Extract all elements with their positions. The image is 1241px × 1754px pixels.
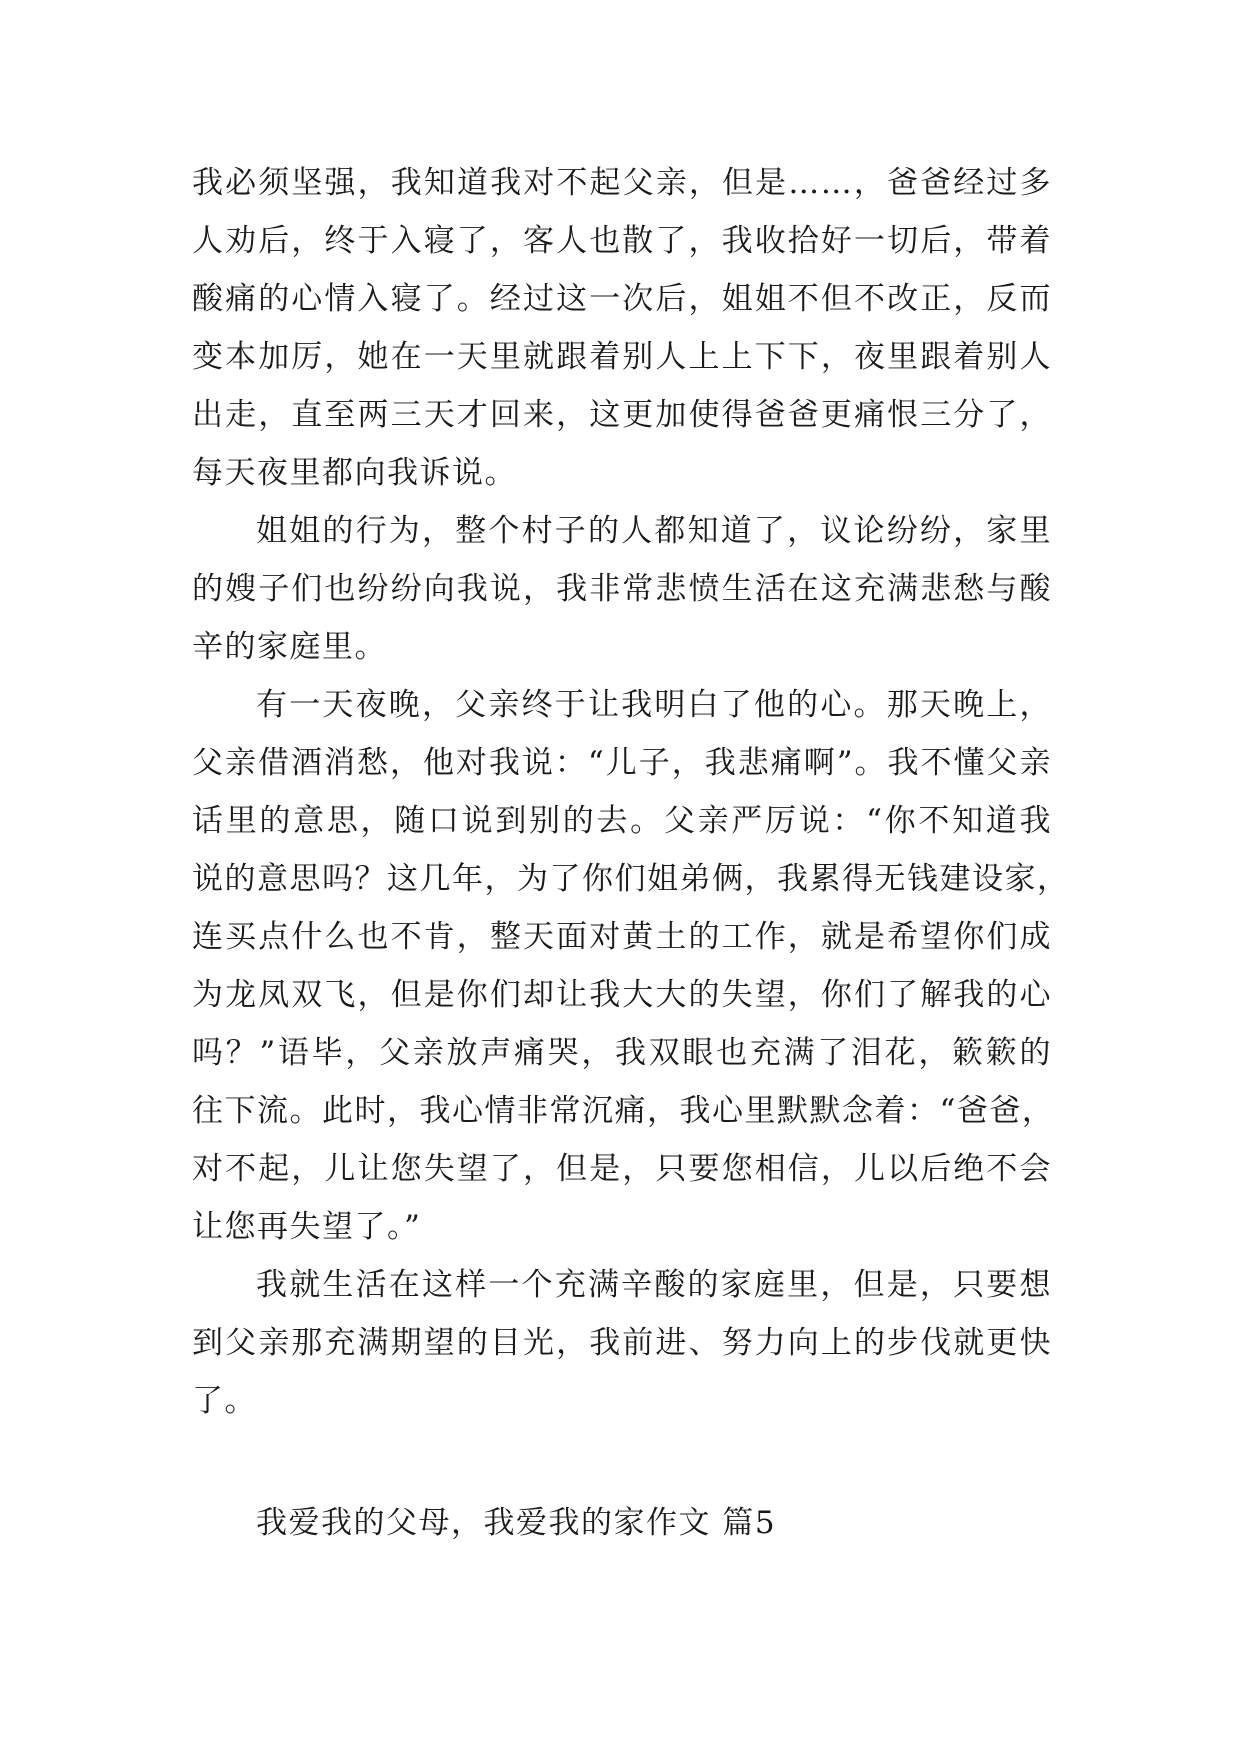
text-line: 我就生活在这样一个充满辛酸的家庭里，但是，只要想 xyxy=(256,1267,1052,1303)
text-line: 每天夜里都向我诉说。 xyxy=(192,455,517,491)
text-line: 说的意思吗？这几年，为了你们姐弟俩，我累得无钱建设家， xyxy=(192,861,1070,897)
text-line: 连买点什么也不肯，整天面对黄土的工作，就是希望你们成 xyxy=(192,919,1052,955)
paragraph xyxy=(192,502,1052,676)
article-body xyxy=(192,154,1070,1430)
section-heading: 我爱我的父母，我爱我的家作文 篇5 xyxy=(256,1505,777,1541)
paragraph xyxy=(192,154,1052,502)
text-line: 辛的家庭里。 xyxy=(192,629,387,665)
paragraph xyxy=(192,1256,1052,1430)
text-line: 的嫂子们也纷纷向我说，我非常悲愤生活在这充满悲愁与酸 xyxy=(192,571,1052,607)
text-line: 人劝后，终于入寝了，客人也散了，我收拾好一切后，带着 xyxy=(192,223,1052,259)
text-line: 为龙凤双飞，但是你们却让我大大的失望，你们了解我的心 xyxy=(192,977,1052,1013)
text-line: 酸痛的心情入寝了。经过这一次后，姐姐不但不改正，反而 xyxy=(192,281,1052,317)
text-line: 对不起，儿让您失望了，但是，只要您相信，儿以后绝不会 xyxy=(192,1151,1052,1187)
text-line: 话里的意思，随口说到别的去。父亲严厉说：“你不知道我 xyxy=(192,803,1052,839)
text-line: 父亲借酒消愁，他对我说：“儿子，我悲痛啊”。我不懂父亲 xyxy=(192,745,1052,781)
text-line: 到父亲那充满期望的目光，我前进、努力向上的步伐就更快 xyxy=(192,1325,1052,1361)
text-line: 姐姐的行为，整个村子的人都知道了，议论纷纷，家里 xyxy=(256,513,1052,549)
text-line: 有一天夜晚，父亲终于让我明白了他的心。那天晚上， xyxy=(256,687,1052,723)
text-line: 让您再失望了。” xyxy=(192,1209,422,1245)
text-line: 吗？”语毕，父亲放声痛哭，我双眼也充满了泪花，簌簌的 xyxy=(192,1035,1052,1071)
paragraph xyxy=(192,676,1070,1256)
text-line: 变本加厉，她在一天里就跟着别人上上下下，夜里跟着别人 xyxy=(192,339,1052,375)
text-line: 了。 xyxy=(192,1383,257,1419)
text-line: 往下流。此时，我心情非常沉痛，我心里默默念着：“爸爸， xyxy=(192,1093,1055,1129)
text-line: 出走，直至两三天才回来，这更加使得爸爸更痛恨三分了， xyxy=(192,397,1052,433)
text-line: 我必须坚强，我知道我对不起父亲，但是……，爸爸经过多 xyxy=(192,165,1052,201)
